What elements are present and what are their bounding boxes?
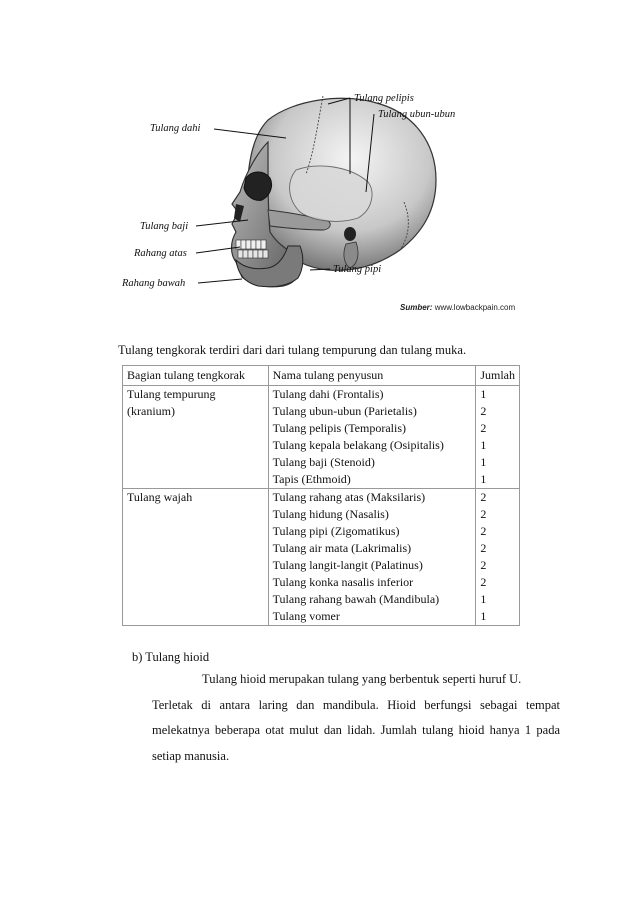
label-tulang-dahi: Tulang dahi bbox=[150, 123, 201, 134]
label-tulang-pipi: Tulang pipi bbox=[333, 264, 382, 275]
skull-lower-teeth bbox=[238, 250, 268, 258]
skull-orbit bbox=[244, 172, 272, 200]
bone-name: Tulang pelipis (Temporalis) bbox=[272, 421, 406, 435]
bone-name: Tulang vomer bbox=[272, 609, 340, 623]
paragraph-rest: Terletak di antara laring dan mandibula. Hioid berfungsi sebagai tempat melekatnya beberapa otat mulut dan lidah. Jumlah tulang hioid hanya 1 pada setiap manusia. bbox=[152, 697, 560, 763]
bone-count: 1 bbox=[480, 609, 487, 623]
label-tulang-baji: Tulang baji bbox=[140, 221, 189, 232]
bone-name: Tulang rahang bawah (Mandibula) bbox=[272, 592, 440, 606]
bone-count: 1 bbox=[480, 455, 487, 469]
cell-nama-list bbox=[268, 386, 476, 489]
bone-count: 1 bbox=[480, 472, 487, 486]
table-row bbox=[123, 386, 520, 489]
bone-name: Tulang kepala belakang (Osipitalis) bbox=[272, 438, 444, 452]
source-url: www.lowbackpain.com bbox=[434, 303, 516, 312]
cell-jumlah-list bbox=[476, 489, 520, 626]
bone-count: 2 bbox=[480, 575, 487, 589]
label-tulang-pelipis: Tulang pelipis bbox=[354, 93, 414, 104]
cell-nama-list bbox=[268, 489, 476, 626]
bone-count: 2 bbox=[480, 558, 487, 572]
bone-name: Tulang pipi (Zigomatikus) bbox=[272, 524, 400, 538]
label-rahang-atas: Rahang atas bbox=[134, 248, 187, 259]
section-b-paragraph bbox=[152, 667, 560, 769]
bone-name: Tulang baji (Stenoid) bbox=[272, 455, 375, 469]
table-body bbox=[123, 386, 520, 626]
bone-name: Tulang langit-langit (Palatinus) bbox=[272, 558, 423, 572]
skull-ear-opening bbox=[344, 227, 356, 241]
bone-name: Tulang rahang atas (Maksilaris) bbox=[272, 490, 426, 504]
label-tulang-ubun-ubun: Tulang ubun-ubun bbox=[378, 109, 456, 120]
section-b-heading: b) Tulang hioid bbox=[132, 650, 210, 664]
bone-name: Tulang konka nasalis inferior bbox=[272, 575, 414, 589]
figure-source bbox=[400, 303, 516, 312]
skull-illustration bbox=[118, 82, 538, 318]
skull-bones-table bbox=[122, 365, 520, 626]
bone-count: 2 bbox=[480, 490, 487, 504]
bone-name: Tapis (Ethmoid) bbox=[272, 472, 351, 486]
cell-bagian: Tulang wajah bbox=[123, 489, 269, 626]
bone-count: 2 bbox=[480, 421, 487, 435]
table-row bbox=[123, 489, 520, 626]
paragraph-first-line: Tulang hioid merupakan tulang yang berbentuk seperti huruf U. bbox=[202, 672, 522, 686]
bone-name: Tulang hidung (Nasalis) bbox=[272, 507, 389, 521]
bone-count: 2 bbox=[480, 524, 487, 538]
bone-count: 1 bbox=[480, 387, 487, 401]
intro-sentence: Tulang tengkorak terdiri dari dari tulang tempurung dan tulang muka. bbox=[118, 343, 467, 357]
bone-count: 1 bbox=[480, 592, 487, 606]
cell-bagian: Tulang tempurung (kranium) bbox=[123, 386, 269, 489]
cell-jumlah-list bbox=[476, 386, 520, 489]
bone-count: 2 bbox=[480, 541, 487, 555]
bone-count: 2 bbox=[480, 507, 487, 521]
bone-name: Tulang air mata (Lakrimalis) bbox=[272, 541, 412, 555]
source-label: Sumber: bbox=[400, 303, 433, 312]
bone-count: 2 bbox=[480, 404, 487, 418]
header-jumlah: Jumlah bbox=[476, 366, 520, 386]
skull-upper-teeth bbox=[236, 240, 266, 249]
bone-name: Tulang ubun-ubun (Parietalis) bbox=[272, 404, 417, 418]
header-nama: Nama tulang penyusun bbox=[268, 366, 476, 386]
bone-name: Tulang dahi (Frontalis) bbox=[272, 387, 384, 401]
header-bagian: Bagian tulang tengkorak bbox=[123, 366, 269, 386]
label-rahang-bawah: Rahang bawah bbox=[122, 278, 186, 289]
bone-count: 1 bbox=[480, 438, 487, 452]
table-header-row bbox=[123, 366, 520, 386]
skull-figure bbox=[118, 82, 538, 318]
